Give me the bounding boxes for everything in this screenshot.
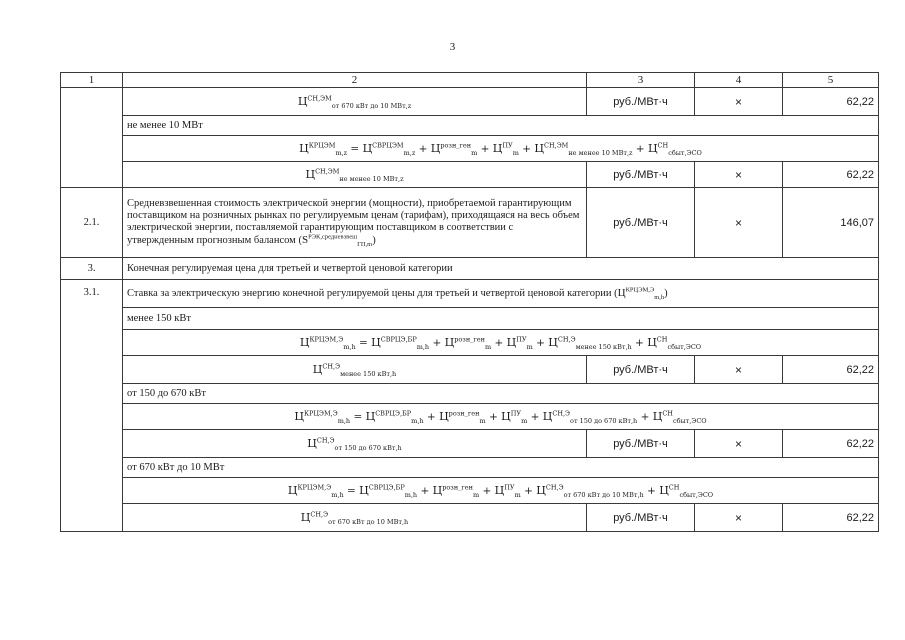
value-cell: 62,22	[783, 430, 879, 458]
value-cell: 62,22	[783, 88, 879, 116]
cross-cell: ×	[695, 162, 783, 188]
range-label: от 670 кВт до 10 МВт	[123, 458, 879, 478]
cross-cell: ×	[695, 504, 783, 532]
header-col-5: 5	[783, 73, 879, 88]
table-row	[61, 162, 879, 188]
table-row	[61, 458, 879, 478]
table-row	[61, 308, 879, 330]
row-number: 3.1.	[61, 280, 123, 532]
value-cell: 146,07	[783, 188, 879, 258]
range-label: не менее 10 МВт	[123, 116, 879, 136]
table-row	[61, 88, 879, 116]
value-cell: 62,22	[783, 162, 879, 188]
cross-cell: ×	[695, 188, 783, 258]
unit-cell: руб./МВт·ч	[587, 162, 695, 188]
price-formula: $Ц^{КРЦЭМ,Э}_{m,h} = Ц^{СВРЦЭ,БР}_{m,h} + Ц^{розн\_ген}_m + Ц^{ПУ}_m + Ц^{СН,Э}_{от 670 кВт до 10 МВт,h} + Ц^{СН}_{сбыт,ЭСО}$	[123, 478, 879, 504]
range-label: менее 150 кВт	[123, 308, 879, 330]
value-cell: 62,22	[783, 356, 879, 384]
price-formula: $Ц^{КРЦЭМ,Э}_{m,h} = Ц^{СВРЦЭ,БР}_{m,h} + Ц^{розн\_ген}_m + Ц^{ПУ}_m + Ц^{СН,Э}_{менее 150 кВт,h} + Ц^{СН}_{сбыт,ЭСО}$	[123, 330, 879, 356]
cross-cell: ×	[695, 88, 783, 116]
tariff-symbol: $Ц^{СН,ЭМ}_{от 670 кВт до 10 МВт,z}$	[123, 88, 587, 116]
table-row	[61, 136, 879, 162]
tariff-symbol: $Ц^{СН,Э}_{менее 150 кВт,h}$	[123, 356, 587, 384]
range-label: от 150 до 670 кВт	[123, 384, 879, 404]
table-header-row	[61, 73, 879, 88]
unit-cell: руб./МВт·ч	[587, 188, 695, 258]
cross-cell: ×	[695, 356, 783, 384]
table-row	[61, 188, 879, 258]
unit-cell: руб./МВт·ч	[587, 504, 695, 532]
tariff-table	[60, 72, 879, 532]
unit-cell: руб./МВт·ч	[587, 88, 695, 116]
tariff-symbol: $Ц^{СН,ЭМ}_{не менее 10 МВт,z}$	[123, 162, 587, 188]
table-row	[61, 280, 879, 308]
value-cell: 62,22	[783, 504, 879, 532]
table-row	[61, 478, 879, 504]
table-row	[61, 356, 879, 384]
tariff-symbol: $Ц^{СН,Э}_{от 150 до 670 кВт,h}$	[123, 430, 587, 458]
table-row	[61, 404, 879, 430]
header-col-3: 3	[587, 73, 695, 88]
table-row	[61, 258, 879, 280]
price-formula: $Ц^{КРЦЭМ,Э}_{m,h} = Ц^{СВРЦЭ,БР}_{m,h} + Ц^{розн\_ген}_m + Ц^{ПУ}_m + Ц^{СН,Э}_{от 150 до 670 кВт,h} + Ц^{СН}_{сбыт,ЭСО}$	[123, 404, 879, 430]
price-formula: $Ц^{КРЦЭМ}_{m,z} = Ц^{СВРЦЭМ}_{m,z} + Ц^{розн\_ген}_m + Ц^{ПУ}_m + Ц^{СН,ЭМ}_{не менее 10 МВт,z} + Ц^{СН}_{сбыт,ЭСО}$	[123, 136, 879, 162]
tariff-symbol: $Ц^{СН,Э}_{от 670 кВт до 10 МВт,h}$	[123, 504, 587, 532]
header-col-2: 2	[123, 73, 587, 88]
table-row	[61, 504, 879, 532]
row-description: Средневзвешенная стоимость электрической энергии (мощности), приобретаемой гарантирующим поставщиком на розничных рынках по регулируемым ценам (тарифам), приходящаяся на весь объем электрической энергии, поставляемой гарантирующим поставщиком в соответствии с утвержденным прогнозным балансом $(S^{РЭК,средневзвеш}_{ГП,m})$	[123, 188, 587, 258]
table-row	[61, 384, 879, 404]
cross-cell: ×	[695, 430, 783, 458]
subsection-title: Ставка за электрическую энергию конечной регулируемой цены для третьей и четвертой ценовой категории $(Ц^{КРЦЭМ,Э}_{m,h})$	[123, 280, 879, 308]
row-number-empty	[61, 88, 123, 188]
row-number: 3.	[61, 258, 123, 280]
table-row	[61, 116, 879, 136]
table-row	[61, 430, 879, 458]
header-col-1: 1	[61, 73, 123, 88]
header-col-4: 4	[695, 73, 783, 88]
section-title: Конечная регулируемая цена для третьей и четвертой ценовой категории	[123, 258, 879, 280]
page-number: 3	[449, 41, 456, 53]
unit-cell: руб./МВт·ч	[587, 430, 695, 458]
unit-cell: руб./МВт·ч	[587, 356, 695, 384]
row-number: 2.1.	[61, 188, 123, 258]
table-row	[61, 330, 879, 356]
